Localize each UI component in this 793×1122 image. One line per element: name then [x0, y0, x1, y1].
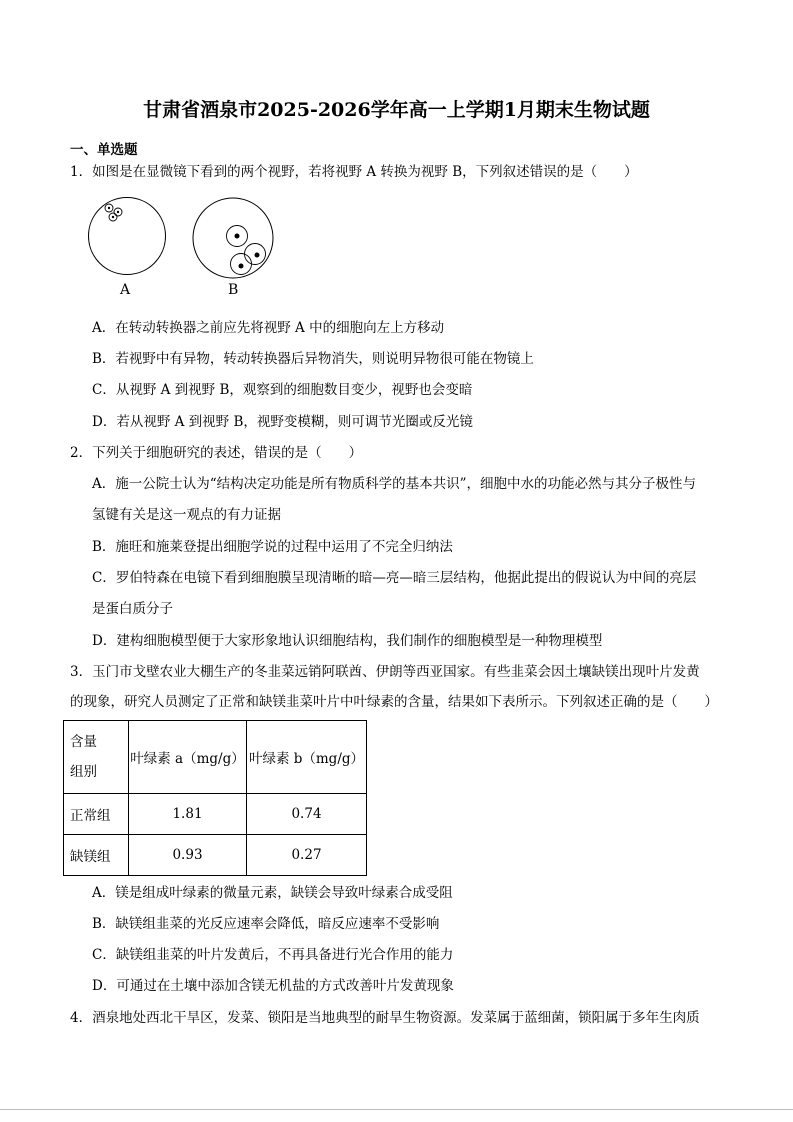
question-4-stem: 4．酒泉地处西北干旱区，发菜、锁阳是当地典型的耐旱生物资源。发菜属于蓝细菌，锁阳属于多年生肉质 — [70, 1010, 700, 1026]
figure-label-b: B — [228, 282, 239, 298]
question-2-stem: 2．下列关于细胞研究的表述，错误的是（ ） — [70, 445, 363, 461]
section-heading: 一、单选题 — [70, 142, 138, 158]
microscope-fields-figure — [80, 193, 280, 283]
question-1-option-a: A．在转动转换器之前应先将视野 A 中的细胞向左上方移动 — [92, 320, 445, 336]
question-3-option-c: C．缺镁组韭菜的叶片发黄后，不再具备进行光合作用的能力 — [92, 947, 454, 963]
table-group-cell: 正常组 — [64, 794, 129, 835]
question-1-option-d: D．若从视野 A 到视野 B，视野变模糊，则可调节光圈或反光镜 — [92, 414, 473, 430]
table-value-cell: 0.74 — [247, 794, 367, 835]
question-2-option-c: C．罗伯特森在电镜下看到细胞膜呈现清晰的暗—亮—暗三层结构，他据此提出的假说认为中间的亮层 — [92, 570, 697, 586]
figure-label-a: A — [120, 282, 131, 298]
table-header-row — [64, 721, 367, 794]
page-divider — [0, 1109, 793, 1110]
question-3-option-a: A．镁是组成叶绿素的微量元素，缺镁会导致叶绿素合成受阻 — [92, 885, 453, 901]
table-value-cell: 1.81 — [129, 794, 247, 835]
question-3-option-b: B．缺镁组韭菜的光反应速率会降低，暗反应速率不受影响 — [92, 916, 440, 932]
field-a-circle — [89, 198, 166, 275]
table-value-cell: 0.27 — [247, 835, 367, 876]
table-row — [64, 835, 367, 876]
question-2-option-a-cont: 氢键有关是这一观点的有力证据 — [92, 507, 281, 523]
table-value-cell: 0.93 — [129, 835, 247, 876]
question-2-option-c-cont: 是蛋白质分子 — [92, 601, 173, 617]
table-group-cell: 缺镁组 — [64, 835, 129, 876]
table-corner-cell — [64, 721, 129, 794]
question-2-option-b: B．施旺和施莱登提出细胞学说的过程中运用了不完全归纳法 — [92, 539, 453, 555]
question-3-stem-line1: 3．玉门市戈壁农业大棚生产的冬韭菜远销阿联酋、伊朗等西亚国家。有些韭菜会因土壤缺镁出现叶片发黄 — [70, 664, 700, 680]
field-b-circle — [193, 198, 273, 278]
corner-bottom-label: 组别 — [70, 764, 97, 780]
question-1-option-b: B．若视野中有异物，转动转换器后异物消失，则说明异物很可能在物镜上 — [92, 351, 534, 367]
question-2-option-d: D．建构细胞模型便于大家形象地认识细胞结构，我们制作的细胞模型是一种物理模型 — [92, 633, 603, 649]
chlorophyll-table — [63, 720, 367, 876]
page-title: 甘肃省酒泉市2025-2026学年高一上学期1月期末生物试题 — [143, 99, 650, 121]
question-2-option-a: A．施一公院士认为“结构决定功能是所有物质科学的基本共识”，细胞中水的功能必然与其分子极性与 — [92, 476, 697, 492]
question-3-option-d: D．可通过在土壤中添加含镁无机盐的方式改善叶片发黄现象 — [92, 978, 454, 994]
question-1-option-c: C．从视野 A 到视野 B，观察到的细胞数目变少，视野也会变暗 — [92, 382, 473, 398]
table-header-cell: 叶绿素 b（mg/g） — [247, 721, 367, 794]
question-3-stem-line2: 的现象，研究人员测定了正常和缺镁韭菜叶片中叶绿素的含量，结果如下表所示。下列叙述正确的是（ ） — [70, 694, 718, 710]
question-1-stem: 1．如图是在显微镜下看到的两个视野，若将视野 A 转换为视野 B，下列叙述错误的是（ ） — [70, 164, 638, 180]
corner-top-label: 含量 — [70, 734, 97, 750]
table-row — [64, 794, 367, 835]
table-header-cell: 叶绿素 a（mg/g） — [129, 721, 247, 794]
